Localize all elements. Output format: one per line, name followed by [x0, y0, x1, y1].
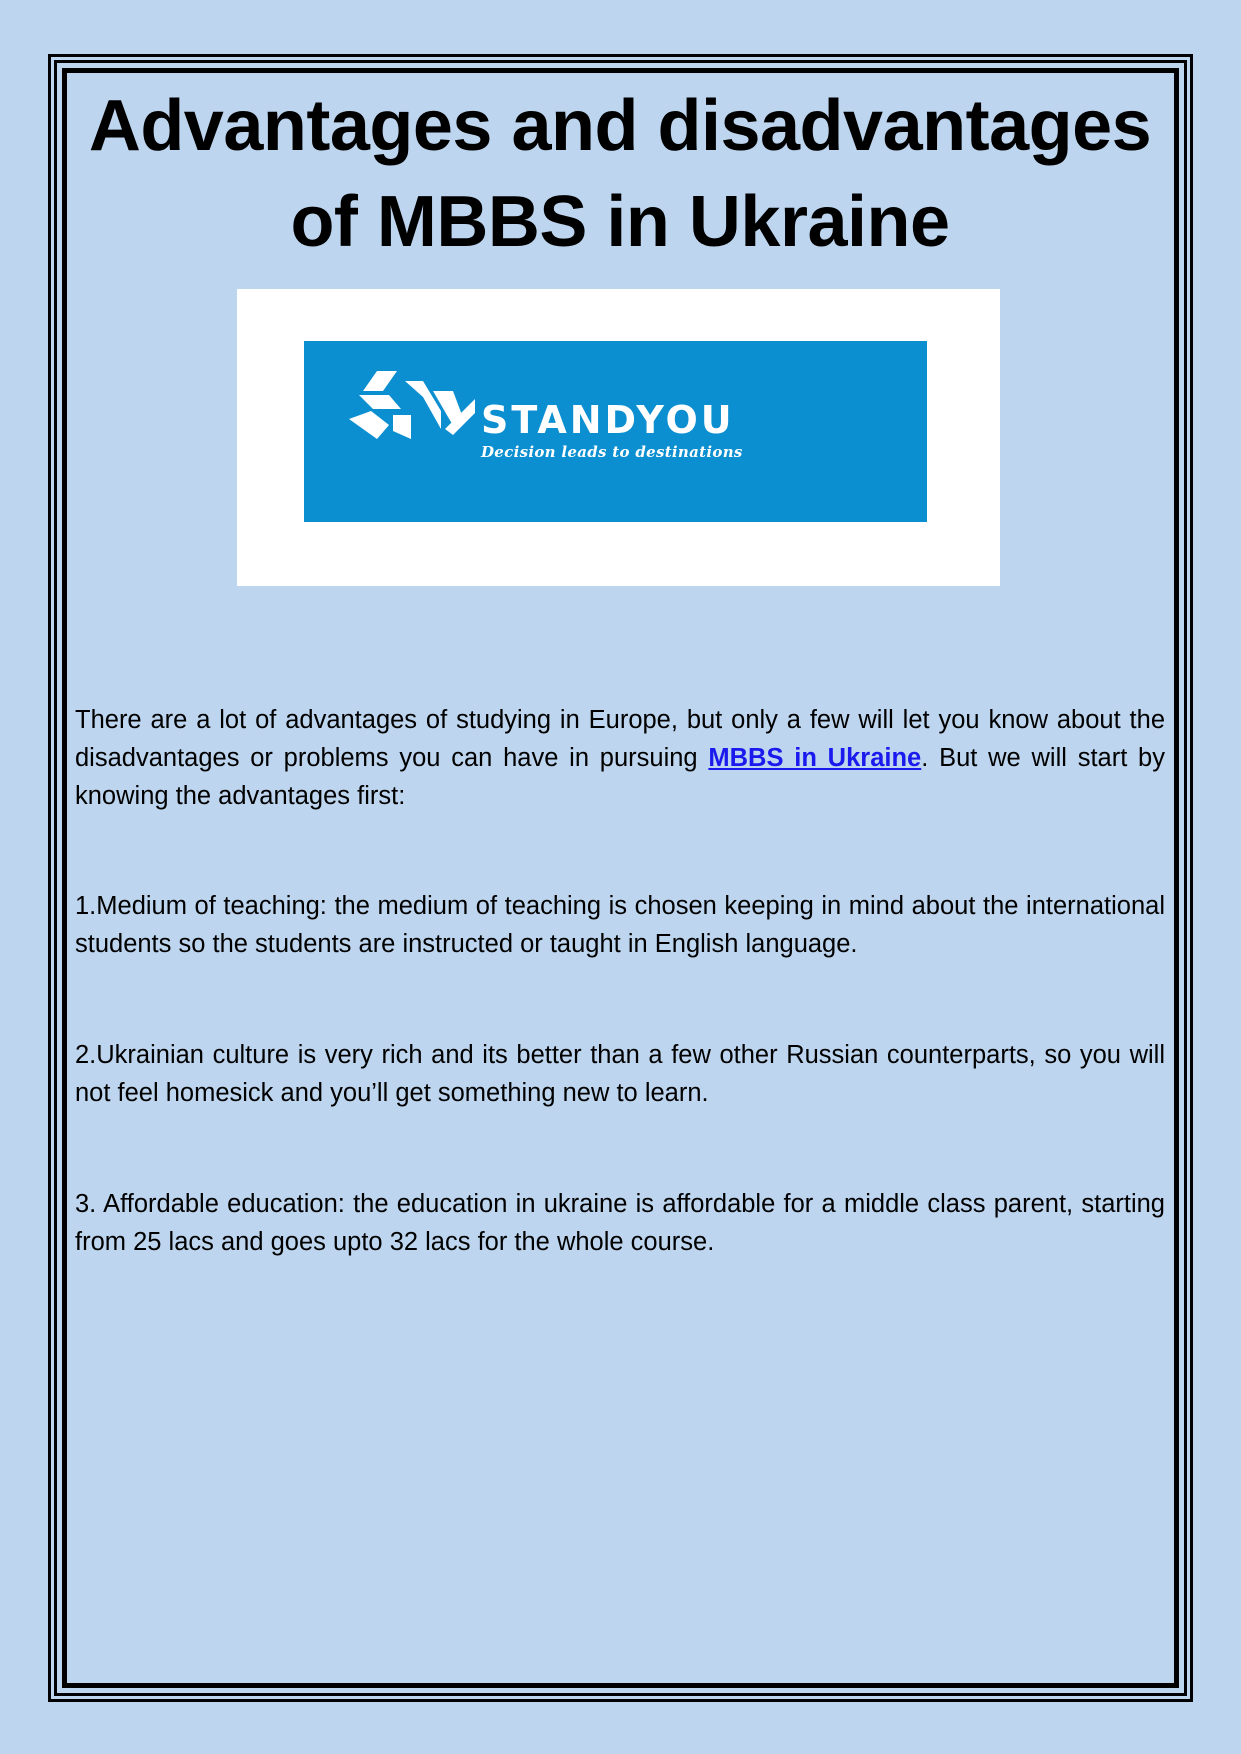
mbbs-in-ukraine-link[interactable]: MBBS in Ukraine [708, 744, 922, 772]
intro-text-before-link: There are a lot of advantages of studying in Europe, but only a few will let you know about the disadvantages or problems you can have in pursuing [75, 706, 1165, 772]
logo-image [237, 289, 1000, 586]
point-medium-of-teaching: 1.Medium of teaching: the medium of teaching is chosen keeping in mind about the international students so the students are instructed or taught in English language. [75, 892, 1165, 958]
intro-paragraph [75, 701, 1165, 815]
logo-tagline: Decision leads to destinations [481, 443, 743, 461]
point-affordable-education: 3. Affordable education: the education in ukraine is affordable for a middle class parent, starting from 25 lacs and goes upto 32 lacs for the whole course. [75, 1190, 1165, 1256]
standyou-logo-mark-icon [349, 369, 479, 444]
point-ukrainian-culture: 2.Ukrainian culture is very rich and its better than a few other Russian counterparts, so you will not feel homesick and you’ll get something new to learn. [75, 1041, 1165, 1107]
title-block [75, 78, 1165, 270]
logo-banner [304, 341, 927, 522]
intro-text-after-link: . But we will start by knowing the advantages first: [75, 744, 1165, 810]
page-title: Advantages and disadvantages of MBBS in Ukraine [88, 86, 1152, 262]
logo-brand-name: STANDYOU [481, 398, 735, 442]
